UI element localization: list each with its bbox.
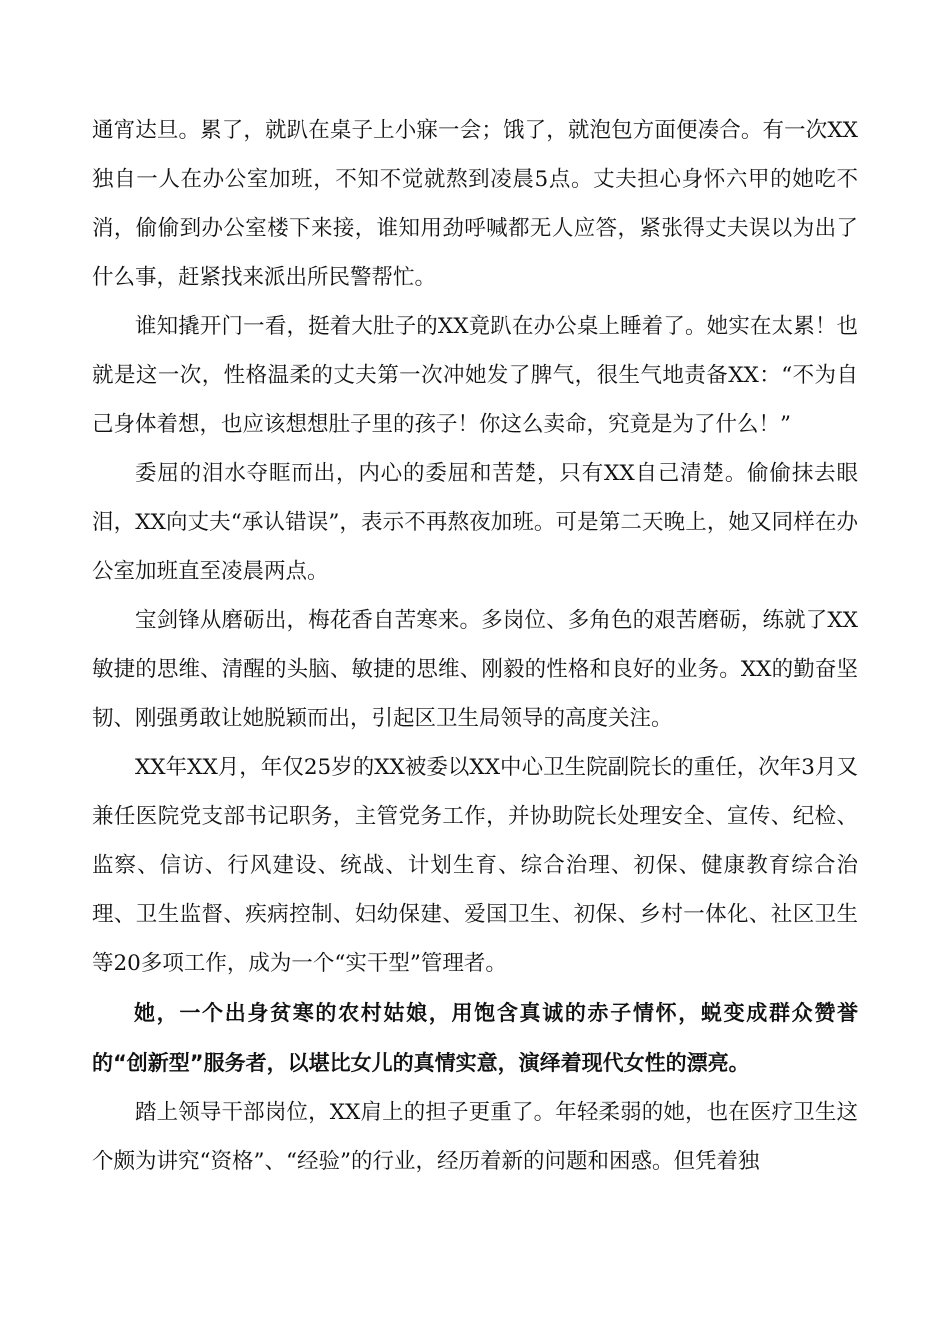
paragraph-leadership: 踏上领导干部岗位，XX肩上的担子更重了。年轻柔弱的她，也在医疗卫生这个颇为讲究“资格”、“经验”的行业，经历着新的问题和困惑。但凭着独: [92, 1100, 858, 1174]
paragraph-continuation: 通宵达旦。累了，就趴在桌子上小寐一会；饿了，就泡包方面便凑合。有一次XX独自一人在办公室加班，不知不觉就熬到凌晨5点。丈夫担心身怀六甲的她吃不消，偷偷到办公室楼下来接，谁知用劲呼喊都无人应答，紧张得丈夫误以为出了什么事，赶紧找来派出所民警帮忙。: [92, 118, 858, 290]
paragraph-door-opened: 谁知撬开门一看，挺着大肚子的XX竟趴在办公桌上睡着了。她实在太累！也就是这一次，性格温柔的丈夫第一次冲她发了脾气，很生气地责备XX：“不为自己身体着想，也应该想想肚子里的孩子！你这么卖命，究竟是为了什么！”: [92, 314, 858, 437]
paragraph-tears: 委屈的泪水夺眶而出，内心的委屈和苦楚，只有XX自己清楚。偷偷抹去眼泪，XX向丈夫“承认错误”，表示不再熬夜加班。可是第二天晚上，她又同样在办公室加班直至凌晨两点。: [92, 461, 858, 584]
document-body: [92, 106, 858, 1186]
paragraph-bold-heading: 她，一个出身贫寒的农村姑娘，用饱含真诚的赤子情怀，蜕变成群众赞誉的“创新型”服务者，以堪比女儿的真情实意，演绎着现代女性的漂亮。: [92, 1001, 858, 1075]
paragraph-appointment: XX年XX月，年仅25岁的XX被委以XX中心卫生院副院长的重任，次年3月又兼任医院党支部书记职务，主管党务工作，并协助院长处理安全、宣传、纪检、监察、信访、行风建设、统战、计划生育、综合治理、初保、健康教育综合治理、卫生监督、疾病控制、妇幼保建、爱国卫生、初保、乡村一体化、社区卫生等20多项工作，成为一个“实干型”管理者。: [92, 755, 858, 976]
paragraph-sword-plum: 宝剑锋从磨砺出，梅花香自苦寒来。多岗位、多角色的艰苦磨砺，练就了XX敏捷的思维、清醒的头脑、敏捷的思维、刚毅的性格和良好的业务。XX的勤奋坚韧、刚强勇敢让她脱颖而出，引起区卫生局领导的高度关注。: [92, 608, 858, 731]
